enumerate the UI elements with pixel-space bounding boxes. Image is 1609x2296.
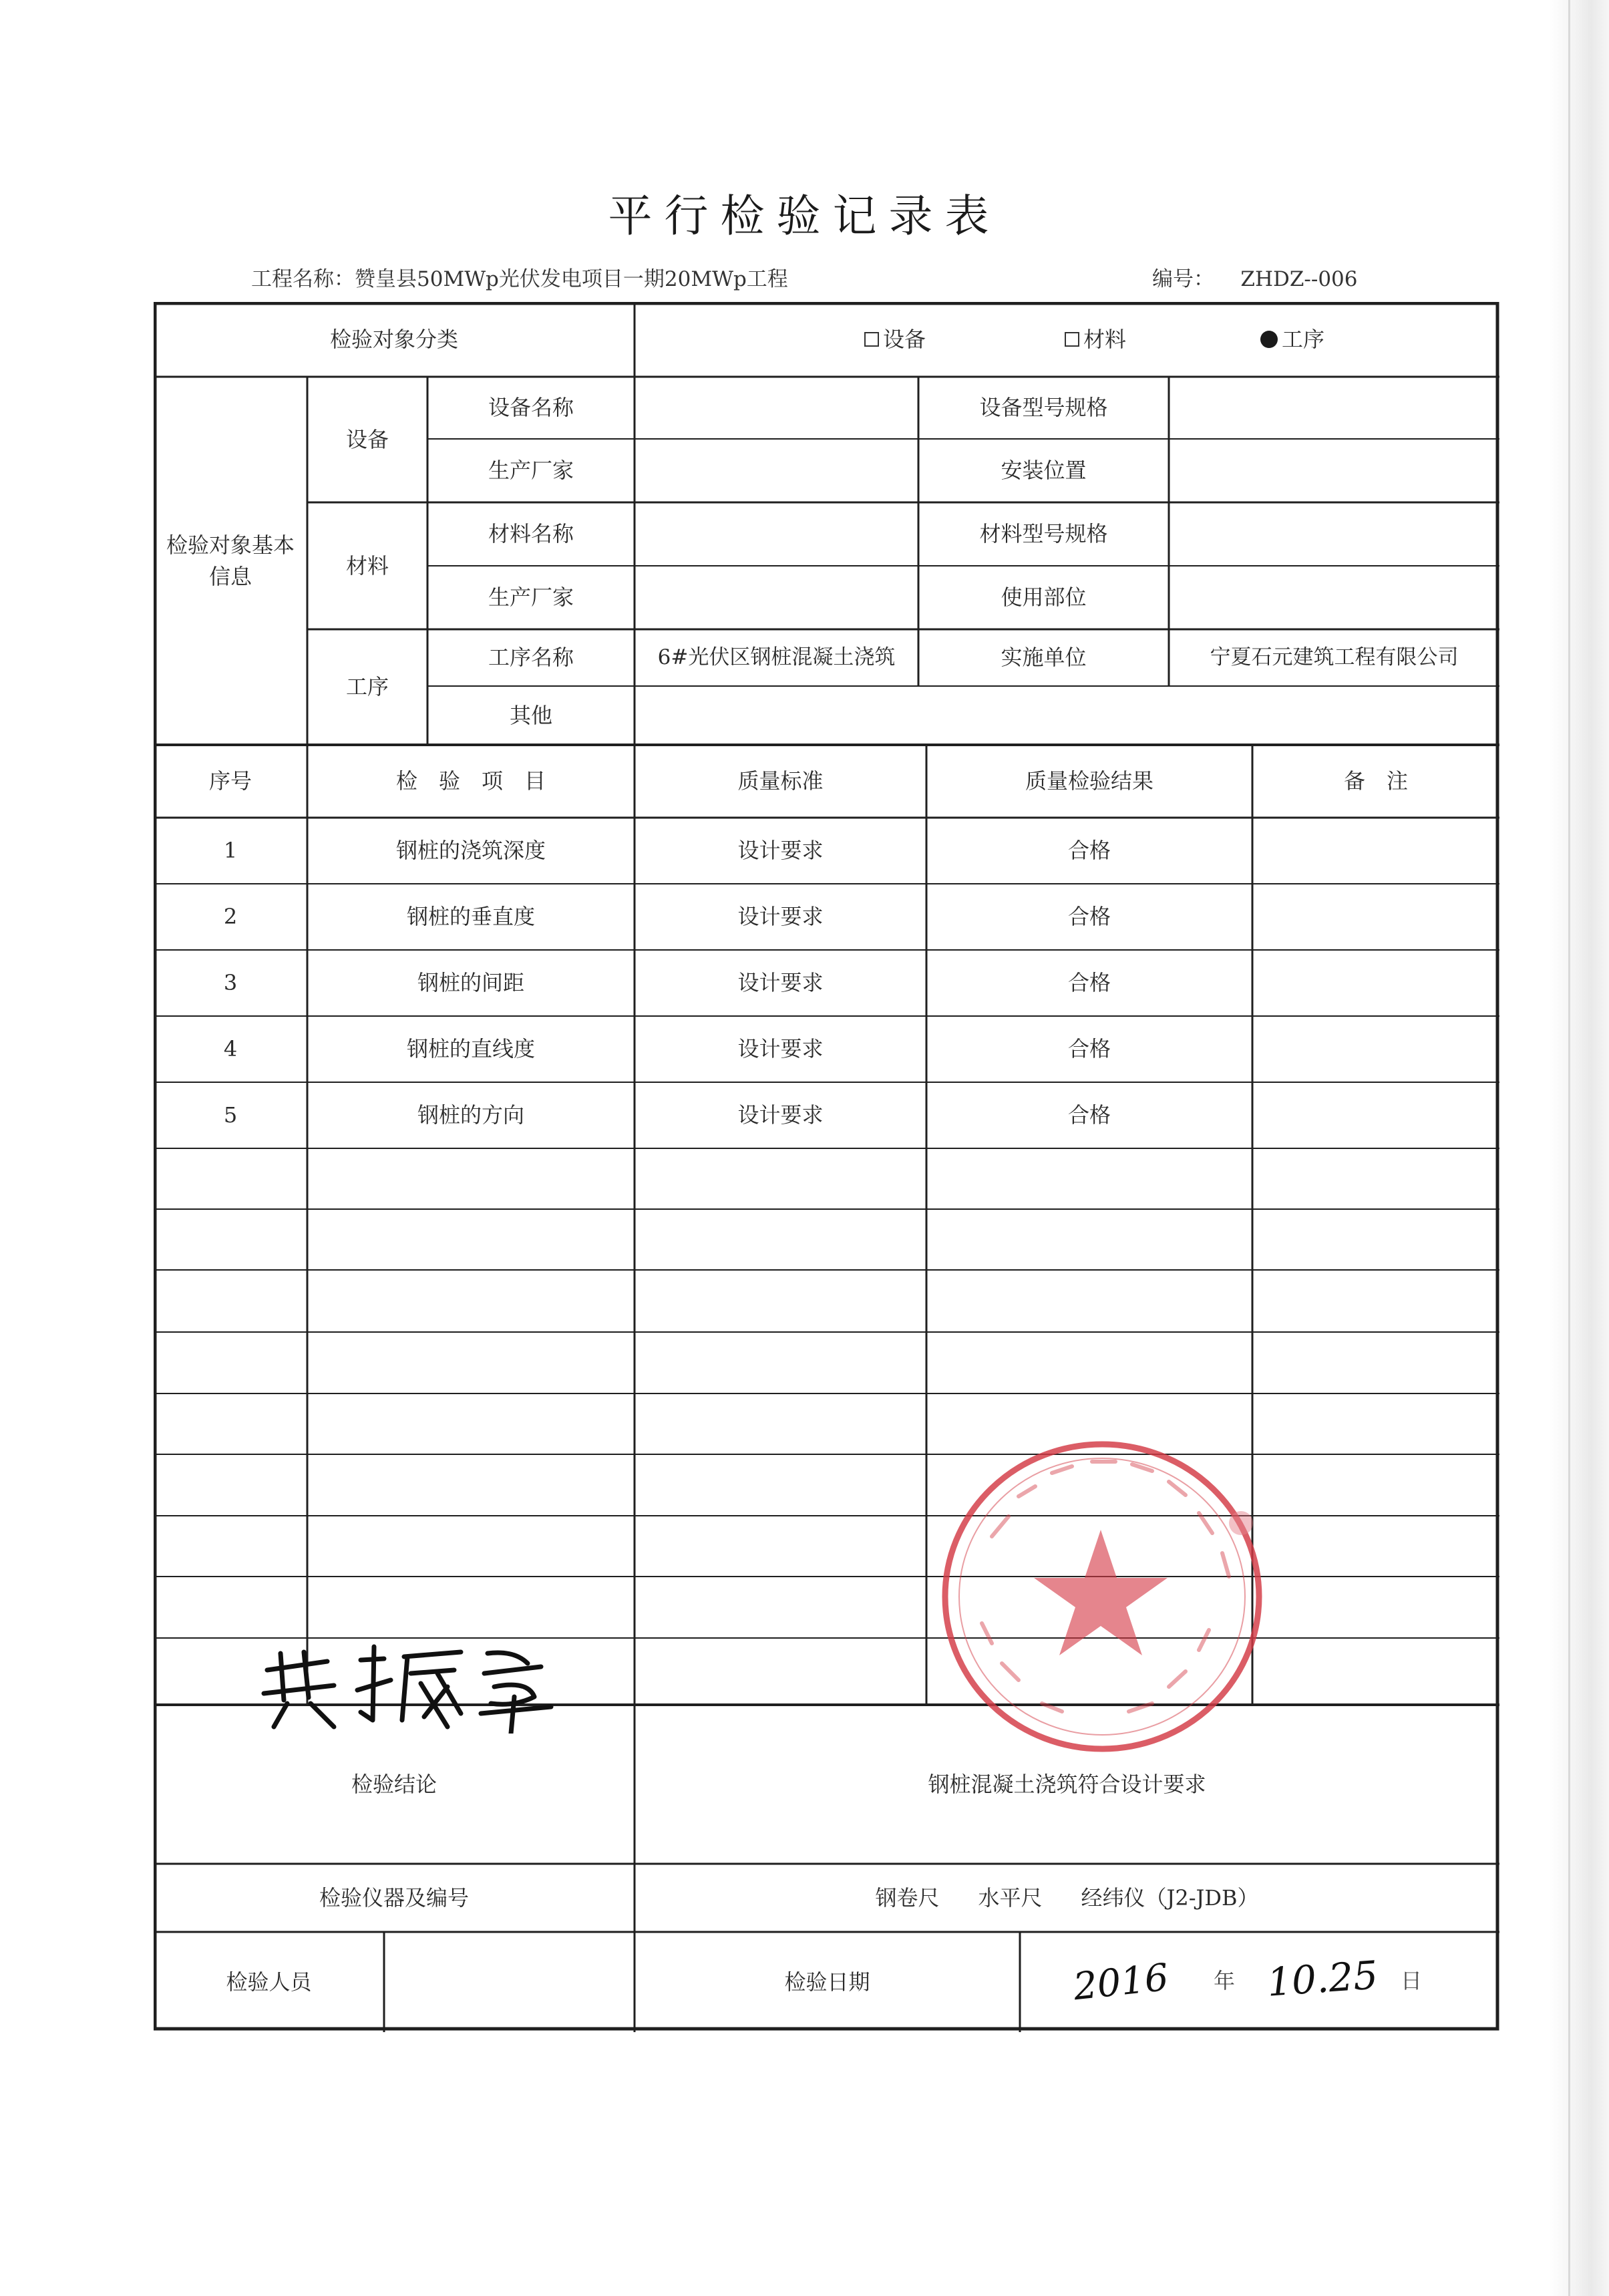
material-manufacturer-value[interactable] [635,566,918,629]
category-option-material[interactable]: 材料 [1029,302,1162,377]
document-code [1152,262,1358,292]
header-result: 质量检验结果 [1025,768,1153,794]
code-value: ZHDZ--006 [1240,267,1358,291]
company-seal-stamp [928,1423,1276,1770]
material-name-value[interactable] [635,502,918,566]
row-1-item: 钢桩的浇筑深度 [395,838,546,864]
inspector-label: 检验人员 [226,1969,312,1995]
filled-dot-icon [1260,331,1278,348]
material-model-value[interactable] [1169,502,1499,566]
group-equipment-label: 设备 [345,426,389,452]
row-1-remark[interactable] [1252,818,1499,884]
date-month-day-handwritten: 10.25 [1265,1952,1380,2005]
page-title: 平行检验记录表 [608,190,1001,242]
row-3-no: 3 [223,970,238,996]
conclusion-value[interactable]: 钢桩混凝土浇筑符合设计要求 [928,1771,1206,1797]
instruments-label: 检验仪器及编号 [319,1884,469,1911]
group-process-label: 工序 [345,674,389,700]
date-day-unit: 日 [1401,1968,1423,1993]
process-name-label: 工序名称 [488,645,574,671]
header-standard: 质量标准 [737,768,824,794]
instruments-list[interactable] [635,1864,1499,1932]
row-4-item: 钢桩的直线度 [406,1036,535,1062]
project-name-line [251,262,788,292]
row-1-result: 合格 [1067,838,1111,864]
header-remark: 备 注 [1343,768,1408,794]
instrument-theodolite: 经纬仪（J2-JDB） [1081,1884,1259,1911]
row-4-standard: 设计要求 [737,1036,824,1062]
material-model-label: 材料型号规格 [979,521,1108,547]
row-4-result: 合格 [1067,1036,1111,1062]
process-name-value[interactable]: 6#光伏区钢桩混凝土浇筑 [657,645,896,670]
row-5-standard: 设计要求 [737,1102,824,1128]
row-3-result: 合格 [1067,970,1111,996]
row-2-result: 合格 [1067,904,1111,930]
row-4-no: 4 [223,1036,238,1062]
row-3-remark[interactable] [1252,950,1499,1016]
usage-location-label: 使用部位 [1001,585,1087,611]
category-label: 检验对象分类 [329,326,458,352]
row-3-item: 钢桩的间距 [417,970,524,996]
row-2-standard: 设计要求 [737,904,824,930]
inspection-date-value[interactable] [1020,1932,1499,2032]
date-year-unit: 年 [1214,1968,1236,1993]
header-item: 检 验 项 目 [395,768,546,794]
equipment-manufacturer-value[interactable] [635,439,918,502]
inspection-form [154,302,1499,2032]
row-1-standard: 设计要求 [737,838,824,864]
row-5-remark[interactable] [1252,1082,1499,1148]
code-label: 编号： [1152,267,1214,291]
row-1-no: 1 [223,838,238,864]
checkbox-empty-icon [1065,332,1079,347]
group-material-label: 材料 [345,552,389,579]
row-5-no: 5 [223,1102,238,1128]
date-year-handwritten: 2016 [1071,1955,1171,2009]
row-2-remark[interactable] [1252,884,1499,950]
other-value[interactable] [635,686,1499,745]
header-no: 序号 [208,768,252,794]
conclusion-label: 检验结论 [351,1771,437,1797]
contractor-value[interactable]: 宁夏石元建筑工程有限公司 [1210,645,1459,670]
material-name-label: 材料名称 [488,521,574,547]
row-4-remark[interactable] [1252,1016,1499,1082]
row-5-item: 钢桩的方向 [417,1102,524,1128]
row-2-no: 2 [223,904,238,930]
equipment-model-value[interactable] [1169,377,1499,439]
equipment-name-label: 设备名称 [488,395,574,421]
contractor-label: 实施单位 [1001,645,1087,671]
scan-edge-shadow [1549,0,1609,2296]
equipment-manufacturer-label: 生产厂家 [488,458,574,484]
category-option-process[interactable]: 工序 [1226,302,1359,377]
instrument-tape-measure: 钢卷尺 [875,1884,940,1911]
instrument-spirit-level: 水平尺 [978,1884,1043,1911]
project-label: 工程名称： [251,267,355,291]
row-5-result: 合格 [1067,1102,1111,1128]
other-label: 其他 [509,702,552,728]
material-manufacturer-label: 生产厂家 [488,585,574,611]
usage-location-value[interactable] [1169,566,1499,629]
project-value: 赞皇县50MWp光伏发电项目一期20MWp工程 [355,267,788,291]
row-3-standard: 设计要求 [737,970,824,996]
row-2-item: 钢桩的垂直度 [406,904,535,930]
inspection-date-label: 检验日期 [784,1969,870,1995]
install-location-label: 安装位置 [1001,458,1087,484]
equipment-name-value[interactable] [635,377,918,439]
basic-info-label: 检验对象基本 信息 [166,532,295,589]
install-location-value[interactable] [1169,439,1499,502]
equipment-model-label: 设备型号规格 [979,395,1108,421]
inspector-signature [247,1633,594,1734]
category-option-equipment[interactable]: 设备 [828,302,962,377]
scan-fold-line [1568,0,1570,2296]
checkbox-empty-icon [864,332,879,347]
